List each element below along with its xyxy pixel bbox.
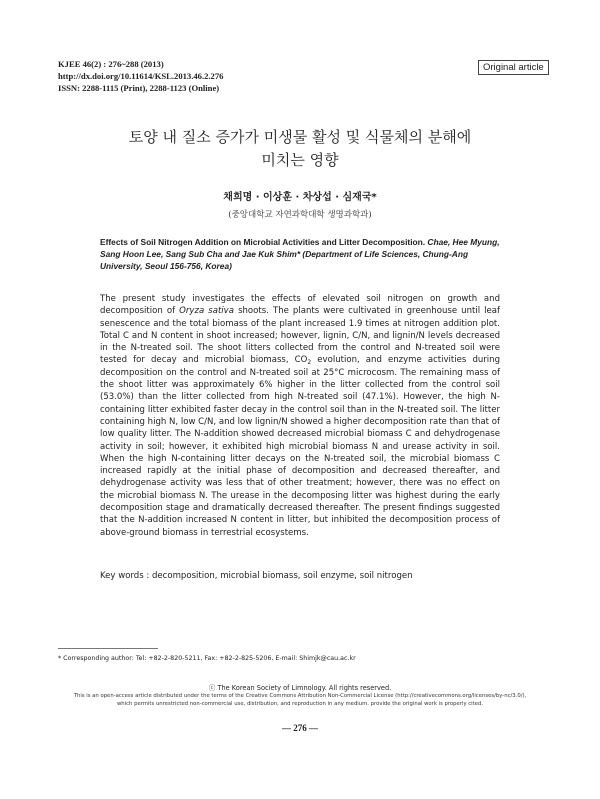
abstract-part-3: evolution, and enzyme activities during decomposition on the control and N-treated soil at 25°C microcosm. The remaining mass of the shoot litter was approximately 6% higher in the litter collected from the control soil (53.0%) than the litter collected from high N-treated soil (47.1%). However, the high N-containing litter exhibited faster decay in the control soil than in the N-treated soil. The litter containing high N, low C/N, and low lignin/N showed a higher decomposition rate than that of low quality litter. The N-addition showed decreased microbial biomass C and dehydrogenase activity in soil; however, it exhibited high microbial biomass N and urease activity in soil. When the high N-containing litter decays on the N-treated soil, the microbial biomass C increased rapidly at the initial phase of decomposition and decreased thereafter, and dehydrogenase activity was less that of other treatment; however, there was no effect on the microbial biomass N. The urease in the decomposing litter was highest during the early decomposition stage and dramatically decreased thereafter. The present findings suggested that the N-addition increased N content in litter, but inhibited the decomposition process of above-ground biomass in terrestrial ecosystems.: [100, 355, 501, 538]
page-number: — 276 —: [282, 723, 318, 733]
license-line-2: which permits unrestricted non-commercial use, distribution, and reproduction in any medium, provide the original work is properly cited.: [116, 701, 484, 707]
korean-authors: 채희명 · 이상훈 · 차상섭 · 심재국*: [223, 192, 377, 203]
english-header: [100, 236, 500, 272]
footnote-divider: [58, 648, 158, 649]
corresponding-author-footnote: * Corresponding author: Tel: +82-2-820-5211, Fax: +82-2-825-5206, E-mail: Shimjk@cau.ac.kr: [58, 655, 356, 662]
english-authors-affiliation: Chae, Hee Myung, Sang Hoon Lee, Sang Sub Cha and Jae Kuk Shim* (Department of Life Sciences, Chung-Ang University, Seoul 156-756, Korea): [100, 237, 500, 271]
issn-line: ISSN: 2288-1115 (Print), 2288-1123 (Online): [58, 83, 220, 93]
journal-citation: KJEE 46(2) : 276~288 (2013): [58, 59, 164, 69]
korean-title-line-2: 미치는 영향: [261, 151, 339, 169]
abstract: [100, 293, 500, 539]
license-line-1: This is an open-access article distributed under the terms of the Creative Commons Attribution Non-Commercial License (http://creativecommons.org/licenses/by-nc/3.0/),: [73, 693, 527, 699]
license-notice: [40, 692, 560, 708]
species-name: Oryza sativa: [179, 306, 234, 317]
abstract-part-1: The present study investigates the effects of elevated soil nitrogen on growth and decomposition of: [100, 294, 500, 317]
keywords: Key words : decomposition, microbial biomass, soil enzyme, soil nitrogen: [100, 571, 413, 581]
doi-link[interactable]: http://dx.doi.org/10.11614/KSL.2013.46.2.276: [58, 71, 224, 81]
korean-title: [60, 126, 540, 172]
article-type-badge: Original article: [478, 60, 549, 75]
english-title: Effects of Soil Nitrogen Addition on Microbial Activities and Litter Decomposition.: [100, 237, 426, 247]
korean-title-line-1: 토양 내 질소 증가가 미생물 활성 및 식물체의 분해에: [128, 128, 472, 146]
abstract-part-2: shoots. The plants were cultivated in greenhouse until leaf senescence and the total biomass of the plant increased 1.9 times at nitrogen addition plot. Total C and N content in shoot increased; however, lignin, C/N, and lignin/N levels decreased in the N-treated soil. The shoot litters collected from the control and N-treated soil were tested for decay and microbial biomass, CO: [100, 306, 501, 366]
korean-affiliation: (중앙대학교 자연과학대학 생명과학과): [228, 210, 372, 220]
copyright-notice: ⓒ The Korean Society of Limnology. All rights reserved.: [208, 684, 392, 692]
journal-header: [58, 58, 223, 94]
co2-subscript: 2: [307, 359, 312, 367]
